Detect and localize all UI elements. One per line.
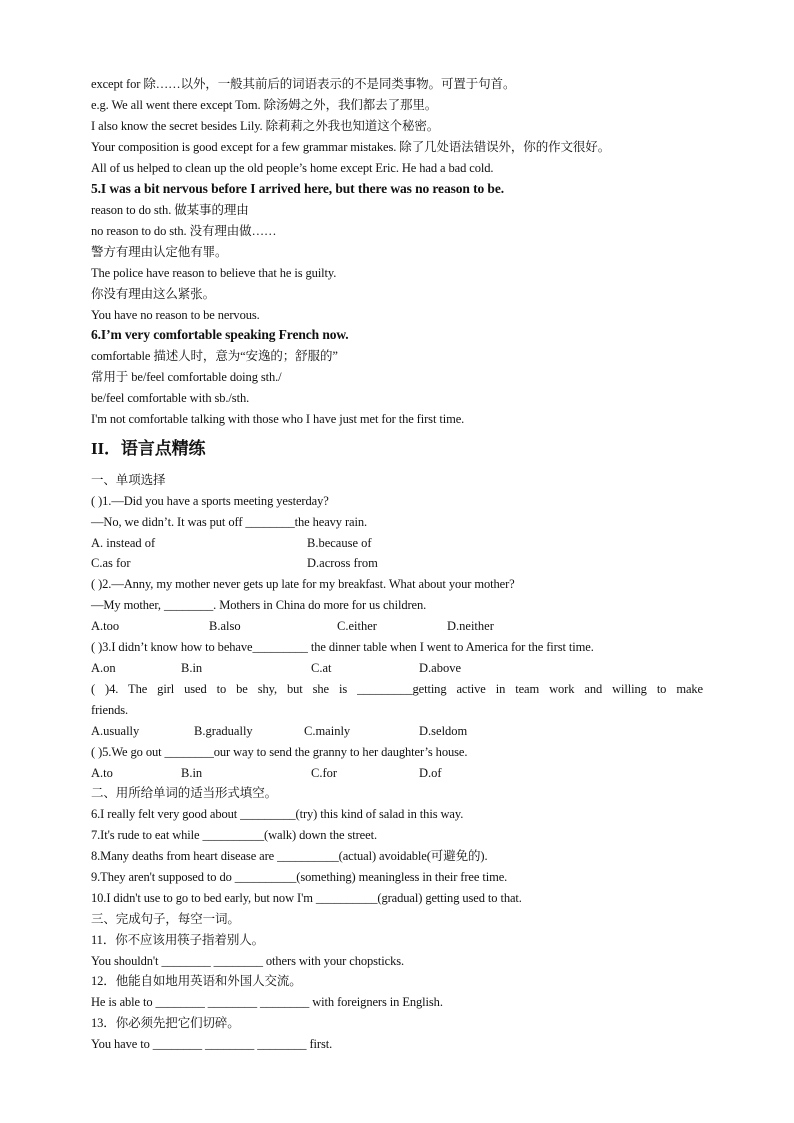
option-a: A. instead of: [91, 536, 156, 550]
sentence-english: He is able to ________ ________ ________ with foreigners in English.: [91, 995, 443, 1009]
note-example-tom: e.g. We all went there except Tom. 除汤姆之外，我们都去了那里。: [91, 98, 438, 112]
option-a: A.to: [91, 766, 113, 780]
fill-item: 6.I really felt very good about _________(try) this kind of salad in this way.: [91, 807, 464, 821]
fill-item: 8.Many deaths from heart disease are __________(actual) avoidable(可避免的).: [91, 849, 488, 863]
option-b: B.gradually: [194, 724, 253, 738]
option-b: B.in: [181, 766, 203, 780]
point5-line: no reason to do sth. 没有理由做……: [91, 224, 277, 238]
option-b: B.because of: [307, 536, 372, 550]
fill-item: 9.They aren't supposed to do __________(something) meaningless in their free time.: [91, 870, 508, 884]
option-d: D.across from: [307, 556, 378, 570]
option-a: A.too: [91, 619, 120, 633]
point6-line: comfortable 描述人时，意为“安逸的；舒服的”: [91, 349, 338, 363]
fill-item: 10.I didn't use to go to bed early, but now I'm __________(gradual) getting used to that.: [91, 891, 522, 905]
part2-title: 二、用所给单词的适当形式填空。: [91, 786, 278, 800]
question-stem: —My mother, ________. Mothers in China do more for us children.: [91, 598, 427, 612]
point6-line: 常用于 be/feel comfortable doing sth./: [91, 370, 282, 384]
fill-item: 7.It's rude to eat while __________(walk) down the street.: [91, 828, 377, 842]
sentence-english: You have to ________ ________ ________ first.: [91, 1037, 333, 1051]
note-except-for: except for 除……以外，一般其前后的词语表示的不是同类事物。可置于句首。: [91, 77, 516, 91]
point5-line: The police have reason to believe that he is guilty.: [91, 266, 337, 280]
point5-line: You have no reason to be nervous.: [91, 308, 260, 322]
point5-line: reason to do sth. 做某事的理由: [91, 203, 249, 217]
sentence-chinese: 12．他能自如地用英语和外国人交流。: [91, 974, 302, 988]
point6-title: 6.I’m very comfortable speaking French now.: [91, 327, 349, 342]
option-c: C.either: [337, 619, 377, 633]
question-stem: ( )1.—Did you have a sports meeting yesterday?: [91, 494, 329, 508]
question-stem: ( )3.I didn’t know how to behave_________ the dinner table when I went to America for the first time.: [91, 640, 594, 654]
point5-line: 你没有理由这么紧张。: [91, 287, 216, 301]
note-example-eric: All of us helped to clean up the old people’s home except Eric. He had a bad cold.: [91, 161, 494, 175]
note-example-lily: I also know the secret besides Lily. 除莉莉之外我也知道这个秘密。: [91, 119, 440, 133]
option-d: D.neither: [447, 619, 494, 633]
option-a: A.usually: [91, 724, 140, 738]
section-heading: II．语言点精练: [91, 439, 206, 458]
point5-line: 警方有理由认定他有罪。: [91, 245, 228, 259]
option-c: C.at: [311, 661, 332, 675]
option-c: C.for: [311, 766, 338, 780]
point6-line: I'm not comfortable talking with those who I have just met for the first time.: [91, 412, 465, 426]
point5-title: 5.I was a bit nervous before I arrived here, but there was no reason to be.: [91, 181, 504, 196]
sentence-chinese: 13．你必须先把它们切碎。: [91, 1016, 240, 1030]
option-a: A.on: [91, 661, 116, 675]
question-stem: friends.: [91, 703, 129, 717]
option-b: B.in: [181, 661, 203, 675]
part1-title: 一、单项选择: [91, 473, 166, 487]
note-example-composition: Your composition is good except for a few grammar mistakes. 除了几处语法错误外，你的作文很好。: [91, 140, 611, 154]
question-stem: —No, we didn’t. It was put off ________the heavy rain.: [91, 515, 368, 529]
question-stem: ( )4. The girl used to be shy, but she is _________getting active in team work and willing to make: [91, 682, 703, 696]
option-b: B.also: [209, 619, 241, 633]
point6-line: be/feel comfortable with sb./sth.: [91, 391, 250, 405]
part3-title: 三、完成句子，每空一词。: [91, 912, 240, 926]
question-stem: ( )2.—Anny, my mother never gets up late for my breakfast. What about your mother?: [91, 577, 515, 591]
question-stem: ( )5.We go out ________our way to send the granny to her daughter’s house.: [91, 745, 468, 759]
option-d: D.of: [419, 766, 442, 780]
option-c: C.mainly: [304, 724, 351, 738]
option-c: C.as for: [91, 556, 131, 570]
option-d: D.above: [419, 661, 461, 675]
option-d: D.seldom: [419, 724, 468, 738]
sentence-english: You shouldn't ________ ________ others with your chopsticks.: [91, 954, 405, 968]
sentence-chinese: 11．你不应该用筷子指着别人。: [91, 933, 265, 947]
